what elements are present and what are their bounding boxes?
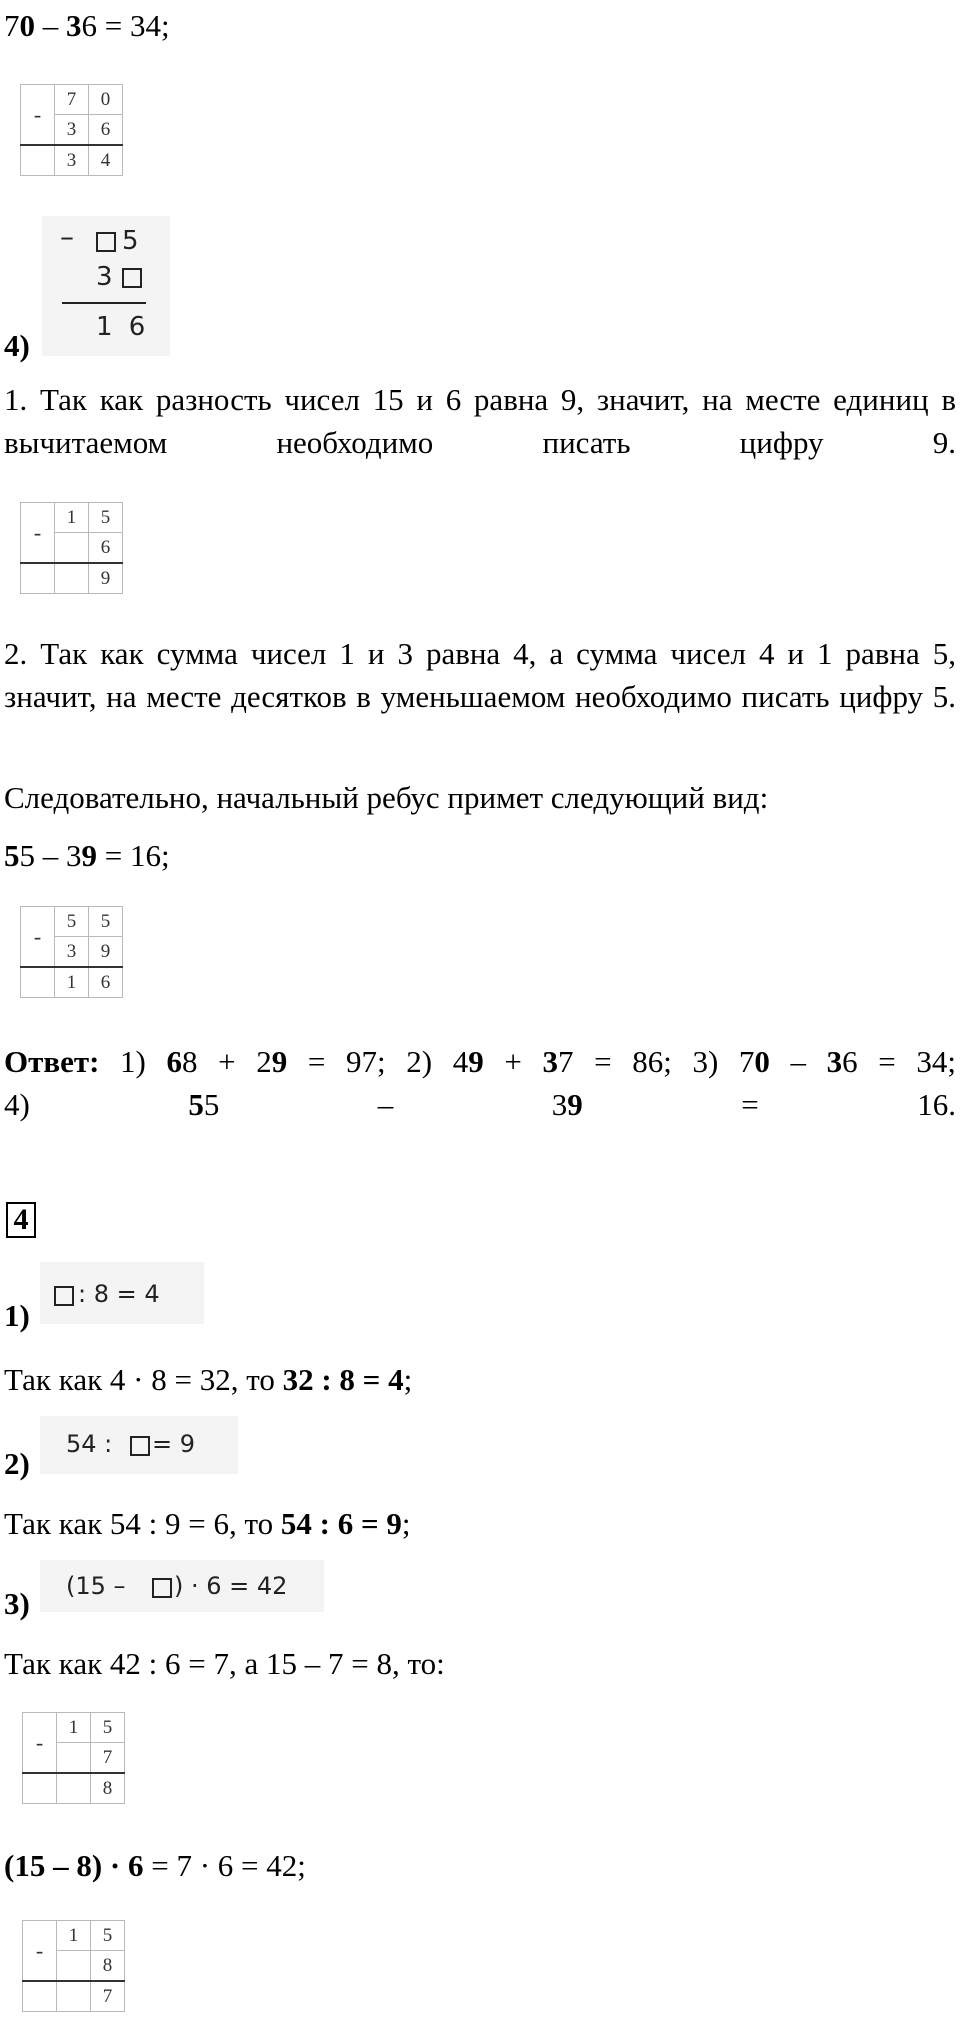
- grid-cell: 9: [89, 563, 123, 594]
- grid-cell: 7: [55, 85, 89, 115]
- grid-cell: [57, 1981, 91, 2012]
- grid-cell: 5: [55, 907, 89, 937]
- grid-cell: 3: [55, 115, 89, 146]
- column-subtraction-grid-2: [20, 502, 123, 594]
- grid-cell: 5: [89, 503, 123, 533]
- empty-box-icon: [96, 232, 116, 252]
- task-1-label: 1): [4, 1298, 30, 1333]
- grid-cell: [57, 1951, 91, 1982]
- task-1-expression-image: : 8 = 4: [40, 1262, 204, 1324]
- grid-cell: 8: [91, 1773, 125, 1804]
- equation-final: (15 – 8) · 6 = 7 · 6 = 42;: [4, 1848, 306, 1883]
- minus-sign: -: [21, 85, 55, 146]
- grid-cell: [55, 563, 89, 594]
- grid-cell: 4: [89, 145, 123, 176]
- empty-box-icon: [152, 1578, 172, 1598]
- column-subtraction-grid-4: [22, 1712, 125, 1804]
- equation-55-39: 55 – 39 = 16;: [4, 838, 170, 873]
- grid-cell: 9: [89, 937, 123, 968]
- grid-cell: [23, 1981, 57, 2012]
- task-3-expression-image: (15 – ) · 6 = 42: [40, 1560, 324, 1612]
- grid-cell: 1: [57, 1713, 91, 1743]
- grid-cell: [21, 145, 55, 176]
- grid-cell: 3: [55, 145, 89, 176]
- minus-sign: -: [21, 907, 55, 968]
- empty-box-icon: [122, 268, 142, 288]
- grid-cell: [21, 563, 55, 594]
- grid-cell: [55, 533, 89, 564]
- minus-sign: –: [60, 220, 74, 253]
- grid-cell: [21, 967, 55, 998]
- task-2-label: 2): [4, 1446, 30, 1481]
- conclusion-text: Следовательно, начальный ребус примет следующий вид:: [4, 780, 769, 815]
- grid-cell: 7: [91, 1981, 125, 2012]
- grid-cell: 5: [89, 907, 123, 937]
- grid-cell: 5: [91, 1713, 125, 1743]
- grid-cell: [57, 1773, 91, 1804]
- grid-cell: 6: [89, 533, 123, 564]
- grid-cell: 8: [91, 1951, 125, 1982]
- column-subtraction-grid-3: [20, 906, 123, 998]
- step-2-paragraph: 2. Так как сумма чисел 1 и 3 равна 4, а сумма чисел 4 и 1 равна 5, значит, на месте десятков в уменьшаемом необходимо писать цифру 5.: [4, 636, 956, 714]
- task-1-explanation: Так как 4 · 8 = 32, то 32 : 8 = 4;: [4, 1362, 413, 1397]
- task-2-explanation: Так как 54 : 9 = 6, то 54 : 6 = 9;: [4, 1506, 411, 1541]
- divider-line: [62, 302, 146, 304]
- rebus-4-image: – 5 3 1 6: [42, 216, 170, 356]
- step-1-paragraph: 1. Так как разность чисел 15 и 6 равна 9, значит, на месте единиц в вычитаемом необходимо писать цифру 9.: [4, 382, 956, 460]
- grid-cell: 1: [55, 967, 89, 998]
- grid-cell: [57, 1743, 91, 1774]
- grid-cell: 1: [57, 1921, 91, 1951]
- column-subtraction-grid-5: [22, 1920, 125, 2012]
- answer-paragraph: Ответ: 1) 68 + 29 = 97; 2) 49 + 37 = 86; 3) 70 – 36 = 34; 4) 55 – 39 = 16.: [4, 1044, 957, 1122]
- grid-cell: 6: [89, 967, 123, 998]
- grid-cell: 0: [89, 85, 123, 115]
- task-3-explanation: Так как 42 : 6 = 7, а 15 – 7 = 8, то:: [4, 1646, 445, 1681]
- grid-cell: 1: [55, 503, 89, 533]
- empty-box-icon: [130, 1436, 150, 1456]
- equation-70-36: 70 – 36 = 34;: [4, 8, 170, 43]
- task-number-box: 4: [6, 1202, 36, 1238]
- minus-sign: -: [23, 1921, 57, 1982]
- empty-box-icon: [54, 1286, 74, 1306]
- item-4-label: 4): [4, 328, 30, 363]
- column-subtraction-grid-1: [20, 84, 123, 176]
- minus-sign: -: [23, 1713, 57, 1774]
- task-3-label: 3): [4, 1586, 30, 1621]
- minus-sign: -: [21, 503, 55, 564]
- grid-cell: 6: [89, 115, 123, 146]
- grid-cell: 5: [91, 1921, 125, 1951]
- grid-cell: 7: [91, 1743, 125, 1774]
- task-2-expression-image: 54 : = 9: [40, 1416, 238, 1474]
- grid-cell: [23, 1773, 57, 1804]
- grid-cell: 3: [55, 937, 89, 968]
